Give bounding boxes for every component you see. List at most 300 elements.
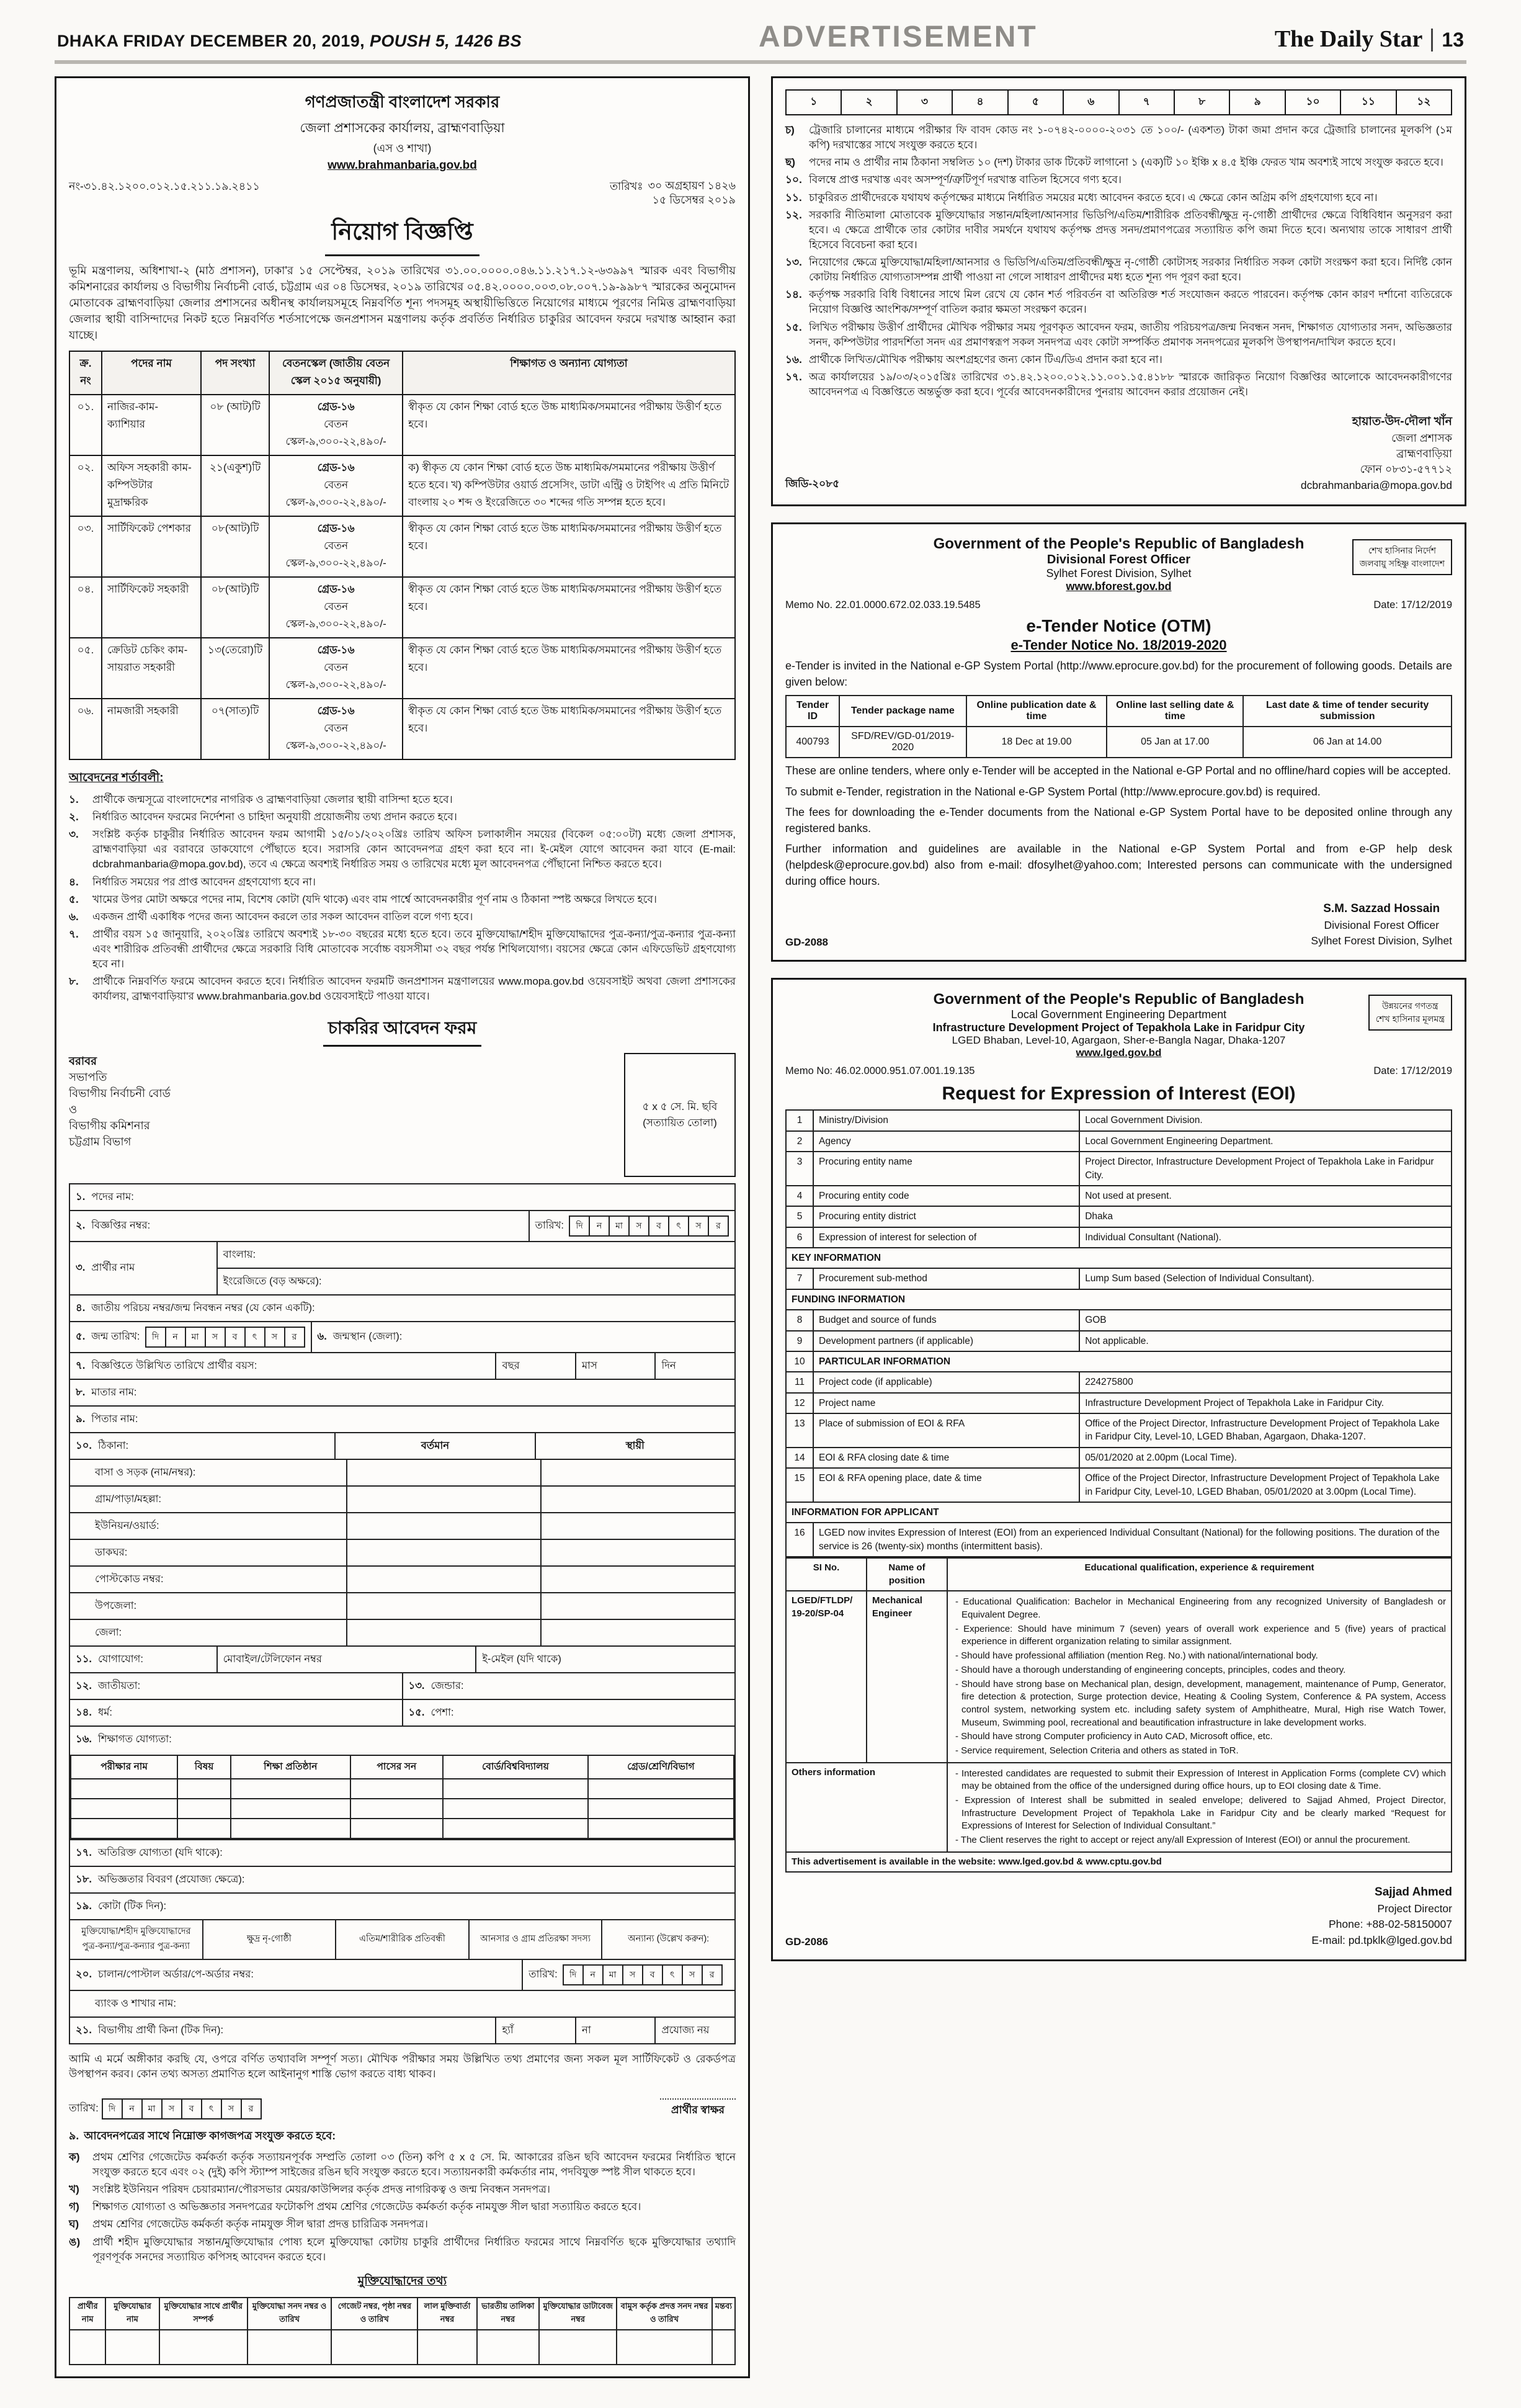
position-count: ০৮ (আট)টি [201,395,269,455]
column-number-cell: ৪ [952,91,1007,114]
column-number-cell: ৯ [1229,91,1284,114]
position-scale [269,699,403,759]
condition-item [69,927,736,972]
signatory-district: ব্রাহ্মণবাড়িয়া [1396,447,1452,460]
condition-text: একজন প্রার্থী একাধিক পদের জন্য আবেদন করলে তার সকল আবেদন বাতিল বলে গণ্য হবে। [92,910,473,923]
others-item: - Expression of Interest shall be submitted in sealed envelope; delivered to Sajjad Ahmed, Project Director, Infrastructure Development Project of Tepakhola Lake in Faridpur City and be clearly marked “Request for Expressions of Interest for Selection of Individual Consultant.” [953,1794,1446,1833]
condition-number: চ) [785,124,795,136]
field-label: জন্মস্থান (জেলা): [332,1331,403,1343]
position-scale [269,455,403,516]
date-bangla: ৩০ অগ্রহায়ণ ১৪২৬ [648,179,736,192]
date-grid-cell: দি [145,1327,166,1348]
position-qualification: ক) স্বীকৃত যে কোন শিক্ষা বোর্ড হতে উচ্চ মাধ্যমিক/সমমানের পরীক্ষায় উত্তীর্ণ হতে হবে। খ) কম্পিউটার ওয়ার্ড প্রসেসিং, ডাটা এন্ট্রি ও টাইপিং এ প্রতি মিনিটে বাংলায় ২০ শব্দ ও ইংরেজিতে ৩০ শব্দের গতি সম্পন্ন হতে হবে। [403,455,735,516]
name-bangla-label: বাংলায়: [223,1248,256,1260]
eoi-row [786,1227,1452,1248]
position-qualification: স্বীকৃত যে কোন শিক্ষা বোর্ড হতে উচ্চ মাধ্যমিক/সমমানের পরীক্ষায় উত্তীর্ণ হতে হবে। [403,638,735,699]
field-label: বিজ্ঞপ্তিতে উল্লিখিত তারিখে প্রার্থীর বয়স: [91,1359,257,1371]
condition-text: ট্রেজারি চালানের মাধ্যমে পরীক্ষার ফি বাবদ কোড নং ১-০৭৪২-০০০০-২০৩১ তে ১০০/- (একশত) টাকা জমা প্রদান করে ট্রেজারি চালানের মূলকপি (১ম কপি) দরখাস্তের সাথে সংযুক্ত করতে হবে। [809,124,1452,151]
eoi-row [786,1331,1452,1351]
eoi-row-label: Procurement sub-method [813,1268,1079,1289]
etender-notice-box [771,522,1466,962]
address-permanent-header: স্থায়ী [535,1433,734,1459]
pd-signature-block [1311,1884,1452,1948]
quota-option: আনসার ও গ্রাম প্রতিরক্ষা সদস্য [468,1920,602,1959]
field-number: ৭. [76,1359,86,1371]
footer-note-row [786,1852,1452,1873]
col-serial: ক্র. নং [69,351,102,395]
attachments-list [69,2150,736,2265]
eoi-section-row [786,1351,1452,1372]
contact-email-label: ই-মেইল (যদি থাকে) [475,1647,734,1672]
date-grid-cell: স [628,1215,649,1237]
address-row [69,1593,736,1620]
position-grade: গ্রেড-১৬ [317,522,355,534]
condition-item [785,123,1452,153]
eoi-memo: Memo No: 46.02.0000.951.07.001.19.135 [785,1065,975,1077]
slogan-line-2: শেখ হাসিনার মূলমন্ত্র [1375,1014,1445,1024]
memo-row [69,179,736,207]
field-label: জাতীয়তা: [98,1680,141,1691]
signatory-title: জেলা প্রশাসক [1391,431,1452,444]
qualification-item: - Service requirement, Selection Criteria and others as stated in ToR. [953,1745,1446,1758]
eoi-row-value: Dhaka [1079,1206,1452,1227]
col-publication-date: Online publication date & time [966,696,1107,727]
etender-division-line: Sylhet Forest Division, Sylhet [1046,567,1192,580]
column-number-cell: ১২ [1396,91,1451,114]
tender-package: SFD/REV/GD-01/2019-2020 [839,727,966,758]
condition-number: ১৫. [785,321,802,333]
condition-text: সরকারি নীতিমালা মোতাবেক মুক্তিযোদ্ধার সন্তান/মহিলা/আনসার ভিডিপি/এতিম/শারীরিক প্রতিবন্ধী/ক্ষুদ্র নৃ-গোষ্ঠী প্রার্থীদের ক্ষেত্রে বিধিবিধান অনুসরণ করা হবে। এ ক্ষেত্রে প্রার্থীকে তার কোটার দাবীর সমর্থনে যথাযথ কর্তৃপক্ষ প্রদত্ত সনদ/প্রমাণপত্রের সত্যায়িত কপি জমা দিতে হবে। অন্যথায় তাকে সাধারণ প্রার্থী হিসেবে বিবেচনা করা হবে। [809,208,1452,251]
etender-memo: Memo No. 22.01.0000.672.02.033.19.5485 [785,599,981,611]
condition-item [785,370,1452,400]
date-text-bs: POUSH 5, 1426 BS [369,32,522,50]
eoi-row-label: Expression of interest for selection of [813,1227,1079,1248]
gd-number: GD-2088 [785,936,828,949]
slogan-line-2: জলবায়ু সহিষ্ণু বাংলাদেশ [1359,558,1445,569]
education-header-row [71,1755,734,1779]
field-number: ৪. [76,1302,86,1314]
date-grid-cell: ব [648,1215,669,1237]
position-name: সার্টিফিকেট সহকারী [102,577,201,638]
date-grid [569,1215,729,1237]
field-label: মাতার নাম: [91,1386,137,1398]
date-grid-cell: ন [589,1215,610,1237]
etender-slogan-box [1352,539,1452,575]
name-subcolumn [216,1242,734,1294]
position-scale [269,638,403,699]
eoi-row-label: Project code (if applicable) [813,1372,1079,1392]
eoi-row-number: 14 [786,1448,813,1468]
positions-table [69,351,736,760]
field-label: ধর্ম: [98,1706,112,1718]
notice-govt-line: গণপ্রজাতন্ত্রী বাংলাদেশ সরকার [305,92,500,111]
column-number-cell: ৭ [1118,91,1174,114]
date-line [57,32,522,51]
address-present-cell [346,1620,540,1645]
form-row-1 [69,1183,736,1211]
eoi-date: Date: 17/12/2019 [1373,1065,1452,1077]
section-key-information: KEY INFORMATION [786,1248,1452,1268]
eoi-row-value: 224275800 [1079,1372,1452,1392]
slogan-line-1: শেখ হাসিনার নির্দেশ [1368,545,1437,556]
condition-number: ৭. [69,928,79,940]
position-name: নামজারী সহকারী [102,699,201,759]
date-grid-cell: স [682,1964,703,1985]
date-grid-cell: ন [165,1327,186,1348]
eoi-row-number: 3 [786,1152,813,1186]
eoi-row-number: 1 [786,1110,813,1130]
eoi-dept-line: Local Government Engineering Department [1010,1008,1227,1021]
address-permanent-cell [540,1513,734,1539]
masthead-name: The Daily Star [1274,26,1423,52]
form-signature-row [69,2098,736,2119]
position-grade: গ্রেড-১৬ [317,643,355,656]
date-grid-cell: স [264,1327,285,1348]
right-column [771,76,1466,1961]
notice-title: নিয়োগ বিজ্ঞপ্তি [325,213,479,256]
etender-notice-number: e-Tender Notice No. 18/2019-2020 [1010,637,1227,653]
condition-text: প্রার্থীর বয়স ১৫ জানুয়ারি, ২০২০খ্রিঃ তারিখে অবশ্যই ১৮-৩০ বছরের মধ্যে হতে হবে। তবে মুক্তিযোদ্ধা/শহীদ মুক্তিযোদ্ধাদের পুত্র-কন্যা/পুত্র-কন্যার পুত্র-কন্যা এবং শারীরিক প্রতিবন্ধী প্রার্থীদের ক্ষেত্রে সরকারি বিধি মোতাবেক সর্বোচ্চ বয়সসীমা ৩২ বছর পর্যন্ত শিথিলযোগ্য। বয়সের ক্ষেত্রে কোন এফিডেভিট গ্রহণযোগ্য হবে না। [92,928,736,970]
others-item: - The Client reserves the right to accept or reject any/all Expression of Interest (EOI) or annul the procurement. [953,1834,1446,1847]
attachment-item [69,2200,736,2214]
condition-number: ১৩. [785,256,802,268]
field-number: ১৪. [76,1706,92,1718]
eoi-row-number: 10 [786,1351,813,1372]
date-label: তারিখ: [535,1220,564,1232]
eoi-row-label: Ministry/Division [813,1110,1079,1130]
slogan-line-1: উন্নয়নের গণতন্ত্র [1381,1001,1438,1011]
field-number: ৫. [76,1331,86,1343]
eoi-row [786,1448,1452,1468]
field-label: পদের নাম: [91,1191,134,1202]
ff-header-cell: লাল মুক্তিবার্তা নম্বর [417,2298,476,2330]
education-header: গ্রেড/শ্রেণি/বিভাগ [588,1755,734,1779]
condition-item [69,827,736,872]
position-name: নাজির-কাম-ক্যাশিয়ার [102,395,201,455]
position-payscale: বেতন স্কেল-৯,৩০০-২২,৪৯০/- [285,600,386,630]
eoi-title: Request for Expression of Interest (EOI) [942,1083,1296,1104]
condition-number: ১৭. [785,370,802,383]
declaration-text: আমি এ মর্মে অঙ্গীকার করছি যে, ওপরে বর্ণিত তথ্যাবলি সম্পূর্ণ সত্য। মৌখিক পরীক্ষার সময় উল্লিখিত তথ্য প্রমাণের জন্য সকল মূল সার্টিফিকেট ও রেকর্ডপত্র উপস্থাপন করব। কোন তথ্য অসত্য প্রমাণিত হলে আইনানুগ শাস্তি ভোগ করতে বাধ্য থাকব। [69,2052,736,2080]
condition-item [785,190,1452,205]
field-number: ১৯. [76,1900,92,1912]
position-serial: ০১. [69,395,102,455]
attachment-text: শিক্ষাগত যোগ্যতা ও অভিজ্ঞতার সনদপত্রের ফটোকপি প্রথম শ্রেণির গেজেটেড কর্মকর্তা কর্তৃক নামযুক্ত সীল দ্বারা সত্যায়িত করতে হবে। [92,2201,641,2213]
signatory-name: হায়াত-উদ-দৌলা খাঁন [1352,415,1452,429]
condition-text: লিখিত পরীক্ষায় উত্তীর্ণ প্রার্থীদের মৌখিক পরীক্ষার সময় পূরণকৃত আবেদন ফরম, জাতীয় পরিচয়পত্র/জন্ম নিবন্ধন সনদ, শিক্ষাগত যোগ্যতার সনদ, অভিজ্ঞতার সনদ, কম্পিউটার পারদর্শিতা সনদ এর প্রমাণস্বরূপ সকল সনদপত্র এবং কোটা সম্পর্কিত প্রমাণক সনদপত্রের মূলকপি উপস্থাপন/দাখিল করতে হবে। [809,321,1452,348]
address-row-label: পোস্টকোড নম্বর: [95,1573,164,1585]
tender-last-selling: 05 Jan at 17.00 [1107,727,1243,758]
field-number: ১৭. [76,1846,92,1858]
position-row [69,455,735,516]
field-label: বিভাগীয় প্রার্থী কিনা (টিক দিন): [98,2024,224,2036]
date-grid-cell: ন [582,1964,604,1985]
eoi-row-label: Development partners (if applicable) [813,1331,1079,1351]
eoi-position-table [785,1557,1452,1873]
position-count: ০৮(আট)টি [201,516,269,577]
application-form [69,1183,736,2044]
form-row-20 [69,1960,736,1991]
position-payscale: বেতন স্কেল-৯,৩০০-২২,৪৯০/- [285,418,386,447]
address-row-label: উপজেলা: [95,1600,137,1611]
col-post-count: পদ সংখ্যা [201,351,269,395]
condition-item [785,320,1452,350]
field-number: ১. [76,1191,86,1202]
date-grid-cell: দি [569,1215,590,1237]
col-qualification: শিক্ষাগত ও অন্যান্য যোগ্যতা [403,351,735,395]
etender-header [785,535,1452,593]
eoi-section-row [786,1248,1452,1268]
date-grid-cell: ন [122,2098,143,2119]
availability-note: This advertisement is available in the website: www.lged.gov.bd & www.cptu.gov.bd [786,1852,1452,1873]
ff-header-cell: মুক্তিযোদ্ধার ডাটাবেজ নম্বর [539,2298,617,2330]
eoi-address-line: LGED Bhaban, Level-10, Agargaon, Sher-e-Bangla Nagar, Dhaka-1207 [952,1034,1286,1047]
form-head [69,1053,736,1177]
gd-number: GD-2086 [785,1936,828,1948]
date-grid-cell: ৎ [201,2098,222,2119]
ff-header-cell: মুক্তিযোদ্ধার সাথে প্রার্থীর সম্পর্ক [159,2298,248,2330]
tender-publication: 18 Dec at 19.00 [966,727,1107,758]
address-present-cell [346,1487,540,1512]
field-label: শিক্ষাগত যোগ্যতা: [98,1733,172,1745]
col-security-submission: Last date & time of tender security submission [1243,696,1452,727]
signatory-division: Sylhet Forest Division, Sylhet [1311,934,1452,947]
ff-header-cell: মন্তব্য [712,2298,735,2330]
continued-conditions-list [785,123,1452,400]
date-grid-cell: র [708,1215,729,1237]
form-row-20b [69,1991,736,2018]
field-number: ৯. [76,1413,86,1425]
field-number: ২. [76,1220,86,1232]
position-serial: ০৪. [69,577,102,638]
address-permanent-cell [540,1620,734,1645]
attachments-number: ৯. [69,2129,79,2142]
address-row [69,1540,736,1567]
column-number-cell: ২ [841,91,896,114]
eoi-row-value: Not used at present. [1079,1186,1452,1206]
address-present-cell [346,1540,540,1565]
field-label: জেন্ডার: [430,1680,464,1691]
position-qualification: স্বীকৃত যে কোন শিক্ষা বোর্ড হতে উচ্চ মাধ্যমিক/সমমানের পরীক্ষায় উত্তীর্ণ হতে হবে। [403,516,735,577]
eoi-row-label: Procuring entity name [813,1152,1079,1186]
eoi-row-number: 15 [786,1468,813,1502]
signatory-phone: ফোন ০৮৩১-৫৭৭১২ [1360,463,1452,476]
col-last-selling-date: Online last selling date & time [1107,696,1243,727]
position-payscale: বেতন স্কেল-৯,৩০০-২২,৪৯০/- [285,478,386,508]
etender-govt-line: Government of the People's Republic of Bangladesh [933,535,1305,553]
position-qualification: স্বীকৃত যে কোন শিক্ষা বোর্ড হতে উচ্চ মাধ্যমিক/সমমানের পরীক্ষায় উত্তীর্ণ হতে হবে। [403,395,735,455]
condition-text: সংশ্লিষ্ট কর্তৃক চাকুরীর নির্ধারিত আবেদন ফরম আগামী ১৫/০১/২০২০খ্রিঃ তারিখ অফিস চলাকালীন সময়ের (বিকেল ০৫:০০টা) মধ্যে জেলা প্রশাসক, ব্রাহ্মণবাড়িয়া এর বরাবরে ডাকযোগে পৌঁছাতে হবে। সরাসরি কোন আবেদনপত্র গ্রহণ করা হবে না। ই-মেইল যোগে আবেদন করা যাবে (E-mail: dcbrahmanbaria@mopa.gov.bd), তবে এ ক্ষেত্রে অবশ্যই নির্ধারিত সময় ও তারিখের মধ্যে মূল আবেদনপত্র পৌঁছানো নিশ্চিত করতে হবে। [92,828,736,871]
etender-header-row [786,696,1452,727]
eoi-row [786,1206,1452,1227]
field-number: ১২. [76,1680,92,1691]
age-cell: দিন [654,1353,734,1379]
etender-table [785,695,1452,758]
field-label: পেশা: [430,1706,454,1718]
eoi-row [786,1131,1452,1152]
education-header: শিক্ষা প্রতিষ্ঠান [231,1755,350,1779]
notice-office-line: জেলা প্রশাসকের কার্যালয়, ব্রাহ্মণবাড়িয়া [300,121,505,135]
position-serial: ০৫. [69,638,102,699]
eoi-header [785,991,1452,1059]
condition-text: নির্ধারিত সময়ের পর প্রাপ্ত আবেদন গ্রহণযোগ্য হবে না। [92,875,316,888]
section-applicant-information: INFORMATION FOR APPLICANT [786,1502,1452,1523]
etender-para-1: These are online tenders, where only e-Tender will be accepted in the National e-GP Portal and no offline/hard copies will be accepted. [785,764,1451,777]
etender-para-2: To submit e-Tender, registration in the National e-GP System Portal (http://www.eprocure.gov.bd) is required. [785,785,1321,798]
etender-date: Date: 17/12/2019 [1373,599,1452,611]
column-number-cell: ১ [810,96,818,107]
col-tender-id: Tender ID [786,696,839,727]
ff-header-cell: বামুস কর্তৃক প্রদত্ত সনদ নম্বর ও তারিখ [617,2298,711,2330]
position-si: LGED/FTLDP/ 19-20/SP-04 [786,1591,867,1762]
field-number: ১০. [76,1439,92,1451]
position-count: ০৮(আট)টি [201,577,269,638]
tender-security: 06 Jan at 14.00 [1243,727,1452,758]
conditions-list [69,792,736,1005]
others-details [947,1763,1452,1852]
position-row [69,577,735,638]
eoi-row-value: Project Director, Infrastructure Development Project of Tepakhola Lake in Faridpur City. [1079,1152,1452,1186]
position-count: ২১(একুশ)টি [201,455,269,516]
eoi-row-value: Local Government Engineering Department. [1079,1131,1452,1152]
notice-website: www.brahmanbaria.gov.bd [328,159,477,172]
age-cell: মাস [575,1353,655,1379]
condition-number: ১২. [785,208,802,221]
condition-number: ১৪. [785,289,802,301]
field-label: প্রার্থীর নাম [91,1262,135,1274]
eoi-row-label: Agency [813,1131,1079,1152]
field-number: ১৩. [408,1680,425,1691]
form-row-17 [69,1840,736,1867]
field-label: চালান/পোস্টাল অর্ডার/পে-অর্ডার নম্বর: [98,1969,254,1981]
attachment-text: প্রার্থী শহীদ মুক্তিযোদ্ধার সন্তান/মুক্তিযোদ্ধার পোষ্য হলে মুক্তিযোদ্ধা কোটায় চাকুরি প্রার্থীদের নির্ধারিত ফরমের সাথে নিম্নবর্ণিত ছকে মুক্তিযোদ্ধার তথ্যাদি পূরণপূর্বক সনদের সত্যায়িত কপিসহ আবেদন করতে হবে। [92,2236,736,2263]
eoi-row-value: Office of the Project Director, Infrastructure Development Project of Tepakhola Lake in Faridpur City, Level-10, LGED Bhaban, 05/01/2020 at 3.00pm (Local Time). [1079,1468,1452,1502]
dc-signature-block [1301,413,1452,493]
eoi-row-value: Local Government Division. [1079,1110,1452,1130]
signatory-phone: Phone: +88-02-58150007 [1329,1918,1452,1931]
address-row [69,1620,736,1647]
field-label: যোগাযোগ: [98,1653,143,1665]
address-present-cell [346,1593,540,1619]
qualification-item: - Should have a thorough understanding of engineering concepts, principles, codes and theory. [953,1664,1446,1677]
position-row [786,1591,1452,1762]
qualification-item: - Educational Qualification: Bachelor in Mechanical Engineering from any recognized University of Bangladesh or Equivalent Degree. [953,1596,1446,1621]
date-grid [145,1327,305,1348]
position-name: ক্রেডিট চেকিং কাম-সায়রাত সহকারী [102,638,201,699]
signatory-name: Sajjad Ahmed [1375,1886,1452,1899]
date-grid-cell: ৎ [668,1215,689,1237]
position-name: অফিস সহকারী কাম-কম্পিউটার মুদ্রাক্ষরিক [102,455,201,516]
position-grade: গ্রেড-১৬ [317,400,355,413]
position-qualification: স্বীকৃত যে কোন শিক্ষা বোর্ড হতে উচ্চ মাধ্যমিক/সমমানের পরীক্ষায় উত্তীর্ণ হতে হবে। [403,577,735,638]
form-row-10-head [69,1433,736,1460]
applicant-signature-label: প্রার্থীর স্বাক্ষর [660,2098,736,2119]
masthead [1275,25,1464,53]
condition-item [69,892,736,907]
header-rule [55,60,1466,64]
column-number-cell: ৬ [1063,91,1118,114]
notice-branch-line: (এস ও শাখা) [373,142,432,154]
to-line: ও [69,1103,78,1116]
eoi-row-label: Project name [813,1393,1079,1413]
date-gregorian: ১৫ ডিসেম্বর ২০১৯ [652,193,736,206]
condition-number: ৩. [69,828,79,841]
attachment-text: প্রথম শ্রেণির গেজেটেড কর্মকর্তা কর্তৃক নামযুক্ত সীল দ্বারা প্রদত্ত চারিত্রিক সনদপত্র। [92,2218,428,2231]
condition-number: ৪. [69,875,79,888]
field-number: ৬. [317,1331,327,1343]
etender-footer [785,900,1452,949]
page-columns [55,76,1466,2378]
eoi-row [786,1393,1452,1413]
qualification-item: - Should have professional affiliation (mention Reg. No.) with national/international body. [953,1650,1446,1663]
col-qualification: Educational qualification, experience & requirement [947,1558,1452,1591]
to-line: বিভাগীয় নির্বাচনী বোর্ড [69,1086,171,1099]
condition-text: চাকুরিরত প্রার্থীদেরকে যথাযথ কর্তৃপক্ষের মাধ্যমে নির্ধারিত সময়ের মধ্যে আবেদন করতে হবে। এ ক্ষেত্রে কোন অগ্রিম কপি গ্রহণযোগ্য হবে না। [809,191,1378,204]
date-grid-cell: ৎ [662,1964,683,1985]
to-line: সভাপতি [69,1070,107,1083]
form-row-14-15 [69,1700,736,1727]
ff-header-row [69,2298,735,2330]
condition-number: ১৬. [785,353,802,365]
col-package-name: Tender package name [839,696,966,727]
attachment-letter: গ) [69,2201,79,2213]
quota-option: এতিম/শারীরিক প্রতিবন্ধী [335,1920,468,1959]
position-payscale: বেতন স্কেল-৯,৩০০-২২,৪৯০/- [285,539,386,569]
date-grid-cell: স [622,1964,643,1985]
field-label: পিতার নাম: [91,1413,138,1425]
notice-intro: ভূমি মন্ত্রণালয়, অধিশাখা-২ (মাঠ প্রশাসন), ঢাকা'র ১৫ সেপ্টেম্বর, ২০১৯ তারিখের ৩১.০০.০০০০.০৪৬.১১.২১৭.১২-৬৩৯৯৭ স্মারক এবং বিভাগীয় কমিশনারের কার্যালয় ও বিভাগীয় নির্বাচনী বোর্ড, চট্টগ্রাম এর ০৪ ডিসেম্বর, ২০১৯ তারিখের ০৫.৪২.০০০০.০০৩.০৮.০০৭.১৯-৯৯৮৭ স্মারকের অনুমোদন মোতাবেক ব্রাহ্মণবাড়িয়া জেলার প্রশাসনের অধীনস্থ কার্যালয়সমূহে নিম্নবর্ণিত শূন্য পদসমূহ অস্থায়ীভিত্তিতে নিয়োগের মাধ্যমে পূরণের নিমিত্ত ব্রাহ্মণবাড়িয়া জেলার স্থায়ী বাসিন্দাদের নিকট হতে নিম্নবর্ণিত শর্তসাপেক্ষে জনপ্রশাসন মন্ত্রণালয় কর্তৃক প্রবর্তিত নির্ধারিত চাকুরির আবেদন ফরমে দরখাস্ত আহ্বান করা যাচ্ছে। [69,264,736,341]
section-funding-information: FUNDING INFORMATION [786,1289,1452,1310]
position-grade: গ্রেড-১৬ [317,461,355,473]
eoi-row-value: Not applicable. [1079,1331,1452,1351]
condition-number: ৮. [69,975,79,988]
condition-text: প্রার্থীকে নিম্নবর্ণিত ফরমে আবেদন করতে হবে। নির্ধারিত আবেদন ফরমটি জনপ্রশাসন মন্ত্রণালয়ের www.mopa.gov.bd ওয়েবসাইট অথবা জেলা প্রশাসকের কার্যালয়, ব্রাহ্মণবাড়িয়া'র www.brahmanbaria.gov.bd ওয়েবসাইটে পাওয়া যাবে। [92,975,736,1003]
eoi-row-label: Place of submission of EOI & RFA [813,1413,1079,1448]
etender-para-4: Further information and guidelines are available in the National e-GP System Portal and from e-GP help desk (helpdesk@eprocure.gov.bd) also from e-mail: dfosylhet@yahoo.com; Interested persons can communicate with the undersigned during office hours. [785,843,1452,887]
bank-branch-label: ব্যাংক ও শাখার নাম: [95,1997,176,2009]
others-item: - Interested candidates are requested to submit their Expression of Interest in Application Forms (complete CV) which may be obtained from the office of the undersigned during office hours, up to EOI closing date & Time. [953,1768,1446,1793]
attachment-letter: ঙ) [69,2236,81,2248]
field-number: ২০. [76,1969,92,1981]
condition-text: নির্ধারিত আবেদন ফরমের নির্দেশনা ও চাহিদা অনুযায়ী প্রয়োজনীয় তথ্য প্রদান করতে হবে। [92,811,457,823]
eoi-row-label: Budget and source of funds [813,1310,1079,1330]
eoi-row-number: 4 [786,1186,813,1206]
education-header: পরীক্ষার নাম [71,1755,177,1779]
address-permanent-cell [540,1460,734,1485]
attachment-item [69,2217,736,2232]
eoi-row [786,1523,1452,1557]
eoi-row-number: 8 [786,1310,813,1330]
condition-item [785,287,1452,317]
position-qualifications [947,1591,1452,1762]
field-number: ৮. [76,1386,86,1398]
position-scale [269,577,403,638]
ff-header-cell: গেজেট নম্বর, পৃষ্ঠা নম্বর ও তারিখ [331,2298,417,2330]
age-cell: বছর [495,1353,575,1379]
field-number: ১৬. [76,1733,92,1745]
notice-date [610,179,736,207]
condition-number: ১১. [785,191,802,204]
address-present-cell [346,1567,540,1592]
condition-item [785,352,1452,367]
address-row-label: বাসা ও সড়ক (নাম/নম্বর): [95,1466,196,1478]
condition-number: ৫. [69,893,79,905]
condition-number: ৬. [69,910,79,923]
date-grid [102,2098,262,2119]
eoi-row-number: 2 [786,1131,813,1152]
eoi-row [786,1110,1452,1130]
positions-header-row [69,351,735,395]
